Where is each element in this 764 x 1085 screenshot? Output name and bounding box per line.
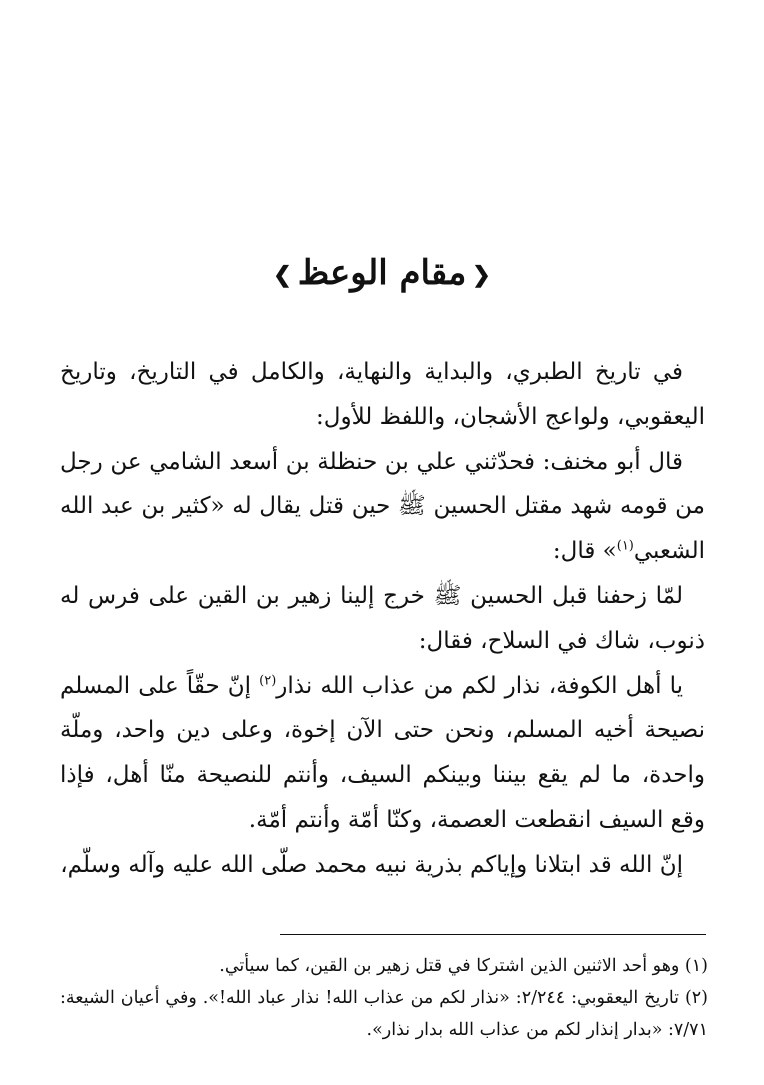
footnote-2: (٢) تاريخ اليعقوبي: ٢/٢٤٤: «نذار لكم من عذاب الله! نذار عباد الله!». وفي أعيان الشيعة: ٧/٧١: «بدار إنذار لكم من عذاب الله بدار نذار». [60, 988, 708, 1040]
footnote-1: (١) وهو أحد الاثنين الذين اشتركا في قتل زهير بن القين، كما سيأتي. [219, 956, 708, 976]
footnote-marker-1[interactable]: (١) [616, 538, 634, 554]
footnote-marker-2[interactable]: (٢) [259, 672, 277, 688]
title-text: مقام الوعظ [297, 253, 467, 293]
paragraph-5: إنّ الله قد ابتلانا وإياكم بذرية نبيه محمد صلّى الله عليه وآله وسلّم، [60, 851, 683, 878]
footnotes [60, 950, 708, 1046]
paragraph-4-tail: إنّ حقّاً على المسلم نصيحة أخيه المسلم، ونحن حتى الآن إخوة، وعلى دين واحد، وملّة واحدة، ما لم يقع بيننا وبينكم السيف، وأنتم للنصيحة منّا أهل، فإذا وقع السيف انقطعت العصمة، وكنّا أمّة وأنتم أمّة. [60, 672, 705, 833]
paragraph-4 [60, 664, 705, 843]
paragraph-2-tail: » قال: [552, 538, 617, 565]
paragraph-1: في تاريخ الطبري، والبداية والنهاية، والكامل في التاريخ، وتاريخ اليعقوبي، ولواعج الأشجان، واللفظ للأول: [60, 359, 705, 430]
body-text [60, 350, 705, 888]
title-ornament-right: ❮ [472, 262, 491, 288]
paragraph-2-text: قال أبو مخنف: فحدّثني علي بن حنظلة بن أسعد الشامي عن رجل من قومه شهد مقتل الحسين ﷺ حين قتل يقال له «كثير بن عبد الله الشعبي [60, 448, 705, 565]
page-title [0, 250, 764, 298]
footnote-divider [280, 934, 706, 935]
paragraph-3: لمّا زحفنا قبل الحسين ﷺ خرج إلينا زهير بن القين على فرس له ذنوب، شاك في السلاح، فقال: [60, 582, 705, 654]
paragraph-2 [60, 440, 705, 574]
title-ornament-left: ❯ [273, 262, 292, 288]
paragraph-4-text: يا أهل الكوفة، نذار لكم من عذاب الله نذار [276, 672, 683, 699]
